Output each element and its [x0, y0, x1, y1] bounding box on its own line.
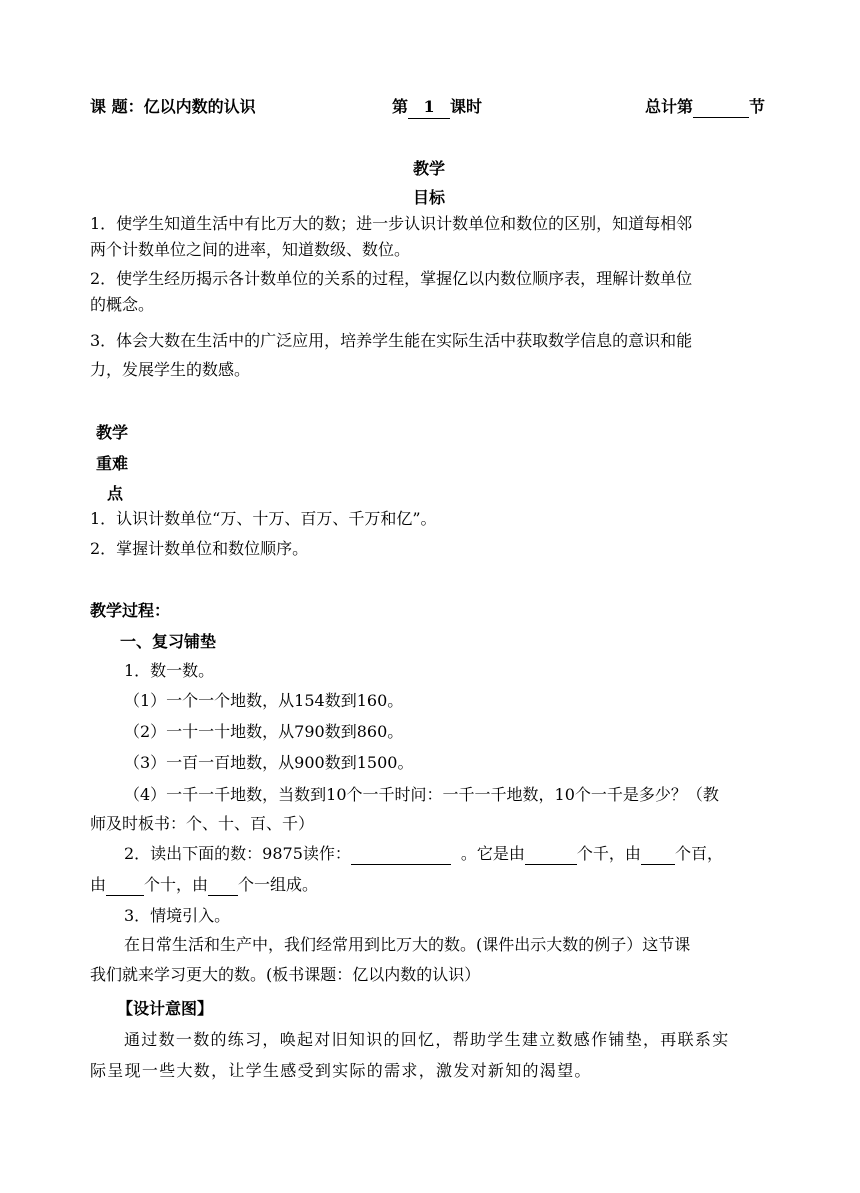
hundreds-blank — [641, 846, 675, 865]
keypoints-heading-1: 教学 — [96, 423, 129, 442]
item-read-number-line-2 — [90, 874, 318, 896]
goals-heading-1: 教学 — [413, 159, 446, 178]
design-intent-line-1: 通过数一数的练习，唤起对旧知识的回忆，帮助学生建立数感作铺垫，再联系实 — [124, 1030, 730, 1049]
thousands-blank — [525, 846, 577, 865]
sub-item-2: （2）一十一十地数，从790数到860。 — [124, 722, 404, 741]
read-text-d: 个百， — [674, 844, 723, 863]
ones-blank — [208, 877, 238, 896]
section-review: 一、复习铺垫 — [120, 632, 217, 651]
keypoint-line-2: 2．掌握计数单位和数位顺序。 — [90, 539, 309, 558]
total-prefix: 总计第 — [645, 97, 694, 116]
tens-blank — [106, 877, 144, 896]
sub-item-4-line-2: 师及时板书：个、十、百、千） — [90, 814, 315, 833]
lesson-prefix: 第 — [392, 97, 409, 116]
design-intent-line-2: 际呈现一些大数，让学生感受到实际的需求，激发对新知的渴望。 — [90, 1061, 592, 1080]
process-heading: 教学过程： — [90, 601, 171, 620]
topic-title: 课 题：亿以内数的认识 — [90, 97, 256, 116]
total-section-line — [645, 96, 765, 118]
keypoints-heading-2: 重难 — [96, 454, 129, 473]
read-text-c: 个千，由 — [576, 844, 641, 863]
keypoints-heading-3: 点 — [107, 484, 124, 503]
read-text-f: 个十，由 — [144, 875, 209, 894]
design-intent-heading: 【设计意图】 — [117, 999, 214, 1018]
lesson-suffix: 课时 — [450, 97, 483, 116]
goal-line-4: 的概念。 — [90, 295, 155, 314]
item-scenario: 3．情境引入。 — [124, 906, 231, 925]
goal-line-5: 3．体会大数在生活中的广泛应用，培养学生能在实际生活中获取数学信息的意识和能 — [90, 331, 693, 350]
read-text-b: 。它是由 — [460, 844, 525, 863]
total-suffix: 节 — [749, 97, 766, 116]
item-read-number-line-1 — [124, 843, 723, 865]
goals-heading-2: 目标 — [413, 188, 446, 207]
scenario-para-line-2: 我们就来学习更大的数。(板书课题：亿以内数的认识） — [90, 965, 481, 984]
total-blank — [693, 99, 749, 118]
item-count: 1．数一数。 — [124, 661, 215, 680]
read-text-e: 由 — [90, 875, 107, 894]
lesson-number-line — [392, 96, 482, 119]
sub-item-1: （1）一个一个地数，从154数到160。 — [124, 691, 404, 710]
sub-item-4-line-1: （4）一千一千地数，当数到10个一千时问：一千一千地数，10个一千是多少？（教 — [124, 785, 719, 804]
read-label: 2．读出下面的数：9875读作： — [124, 844, 351, 863]
read-blank — [351, 846, 451, 865]
scenario-para-line-1: 在日常生活和生产中，我们经常用到比万大的数。(课件出示大数的例子）这节课 — [124, 935, 691, 954]
keypoint-line-1: 1．认识计数单位“万、十万、百万、千万和亿”。 — [90, 509, 437, 528]
goal-line-3: 2．使学生经历揭示各计数单位的关系的过程，掌握亿以内数位顺序表，理解计数单位 — [90, 269, 693, 288]
lesson-number: 1 — [408, 96, 450, 119]
sub-item-3: （3）一百一百地数，从900数到1500。 — [124, 753, 414, 772]
read-text-g: 个一组成。 — [238, 875, 319, 894]
goal-line-6: 力，发展学生的数感。 — [90, 360, 251, 379]
goal-line-1: 1．使学生知道生活中有比万大的数；进一步认识计数单位和数位的区别，知道每相邻 — [90, 214, 693, 233]
goal-line-2: 两个计数单位之间的进率，知道数级、数位。 — [90, 240, 411, 259]
